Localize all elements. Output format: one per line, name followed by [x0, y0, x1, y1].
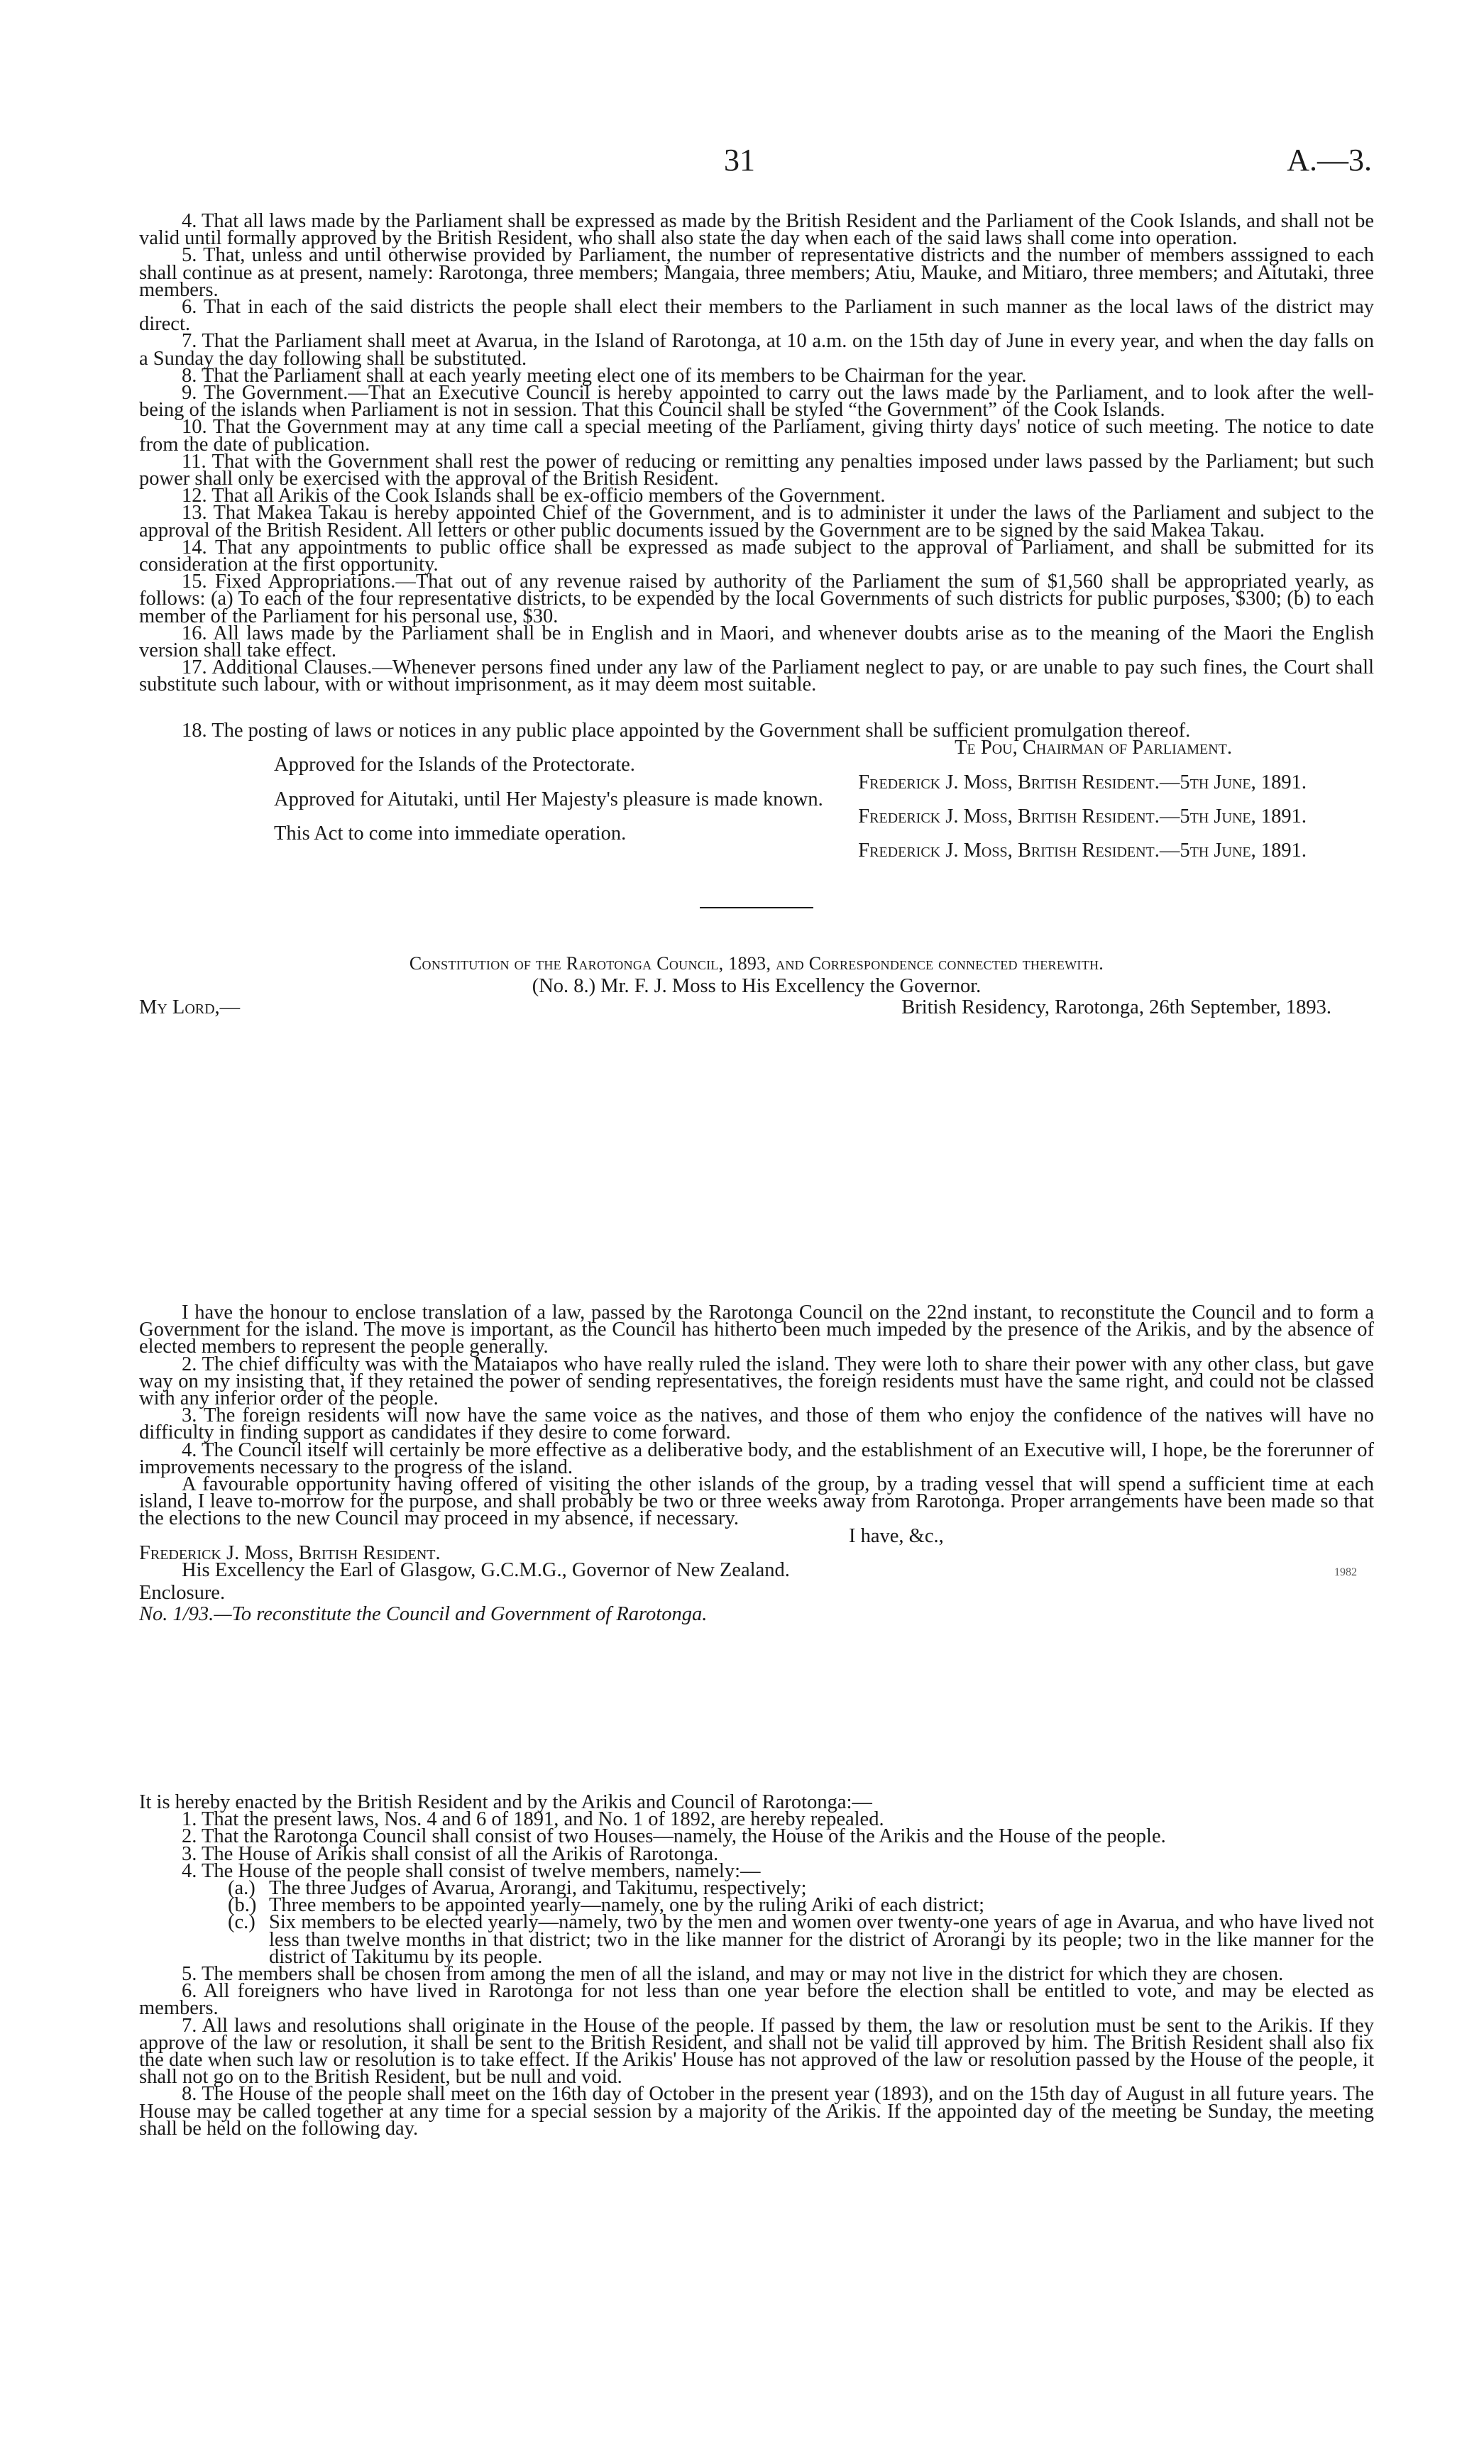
act-paragraph: 13. That Makea Takau is hereby appointed Chief of the Government, and is to administer it under the laws of the Parliament and subject to the approval of the British Resident. All letters or other public documents issued by the Government are to be signed by the said Makea Takau.	[139, 502, 1374, 541]
act-paragraph: 16. All laws made by the Parliament shall be in English and in Maori, and whenever doubts arise as to the meaning of the Maori the English version shall take effect.	[139, 622, 1374, 662]
letter-paragraph: 2. The chief difficulty was with the Mataiapos who have really ruled the island. They were loth to share their power with any other class, but gave way on my insisting that, if they retained the power of sending representatives, the foreign residents must have the same right, and could not be classed with any inferior order of the people.	[139, 1353, 1374, 1410]
document-reference: A.—3.	[1287, 143, 1372, 177]
subclause-text: Three members to be appointed yearly—namely, one by the ruling Ariki of each district;	[269, 1894, 985, 1917]
approval-signature: Frederick J. Moss, British Resident.—5th June, 1891.	[858, 805, 1307, 828]
act-paragraph: 14. That any appointments to public office shall be expressed as made subject to the approval of Parliament, and shall be submitted for its consideration at the first opportunity.	[139, 536, 1374, 576]
act-paragraph: 11. That with the Government shall rest the power of reducing or remitting any penalties imposed under laws passed by the Parliament; but such power shall only be exercised with the approval of the British Resident.	[139, 450, 1374, 490]
act-paragraph: 4. That all laws made by the Parliament shall be expressed as made by the British Resident and the Parliament of the Cook Islands, and shall not be valid until formally approved by the British Resident, who shall also state the day when each of the said laws shall come into operation.	[139, 210, 1374, 250]
act-clause: 1. That the present laws, Nos. 4 and 6 of 1891, and No. 1 of 1892, are hereby repealed.	[182, 1808, 884, 1831]
approval-statement: Approved for the Islands of the Protectorate.	[274, 754, 635, 776]
act-paragraph: 17. Additional Clauses.—Whenever persons fined under any law of the Parliament neglect to pay, or are unable to pay such fines, the Court shall substitute such labour, with or without imprisonment, as it may deem most suitable.	[139, 656, 1374, 696]
letter-closing: I have, &c.,	[849, 1524, 944, 1547]
letter-paragraph: I have the honour to enclose translation of a law, passed by the Rarotonga Council on the 22nd instant, to reconstitute the Council and to form a Government for the island. The move is important, as the Council has hitherto been much impeded by the presence of the Arikis, and by the absence of elected members to represent the people generally.	[139, 1302, 1374, 1358]
section-divider	[700, 907, 813, 908]
act-clause: 3. The House of Arikis shall consist of all the Arikis of Rarotonga.	[182, 1842, 719, 1865]
act-paragraph: 15. Fixed Appropriations.—That out of any revenue raised by authority of the Parliament the sum of $1,560 shall be appropriated yearly, as follows: (a) To each of the four representative districts, to be expended by the local Governments of such districts for public purposes, $300; (b) to each member of the Parliament for his personal use, $30.	[139, 571, 1374, 627]
subclause-text: Six members to be elected yearly—namely, two by the men and women over twenty-one years of age in Avarua, and who have lived not less than twelve months in that district; two in the like manner for the district of Arorangi by its people; two in the like manner for the district of Takitumu by its people.	[269, 1911, 1374, 1968]
approval-signature: Frederick J. Moss, British Resident.—5th June, 1891.	[858, 840, 1307, 862]
letter-heading: (No. 8.) Mr. F. J. Moss to His Excellency the Governor.	[532, 974, 982, 997]
letter-signature: Frederick J. Moss, British Resident.	[139, 1541, 441, 1564]
enactment-clause: It is hereby enacted by the British Resident and by the Arikis and Council of Rarotonga:—	[139, 1791, 872, 1813]
act-clause: 6. All foreigners who have lived in Rarotonga for not less than one year before the election shall be entitled to vote, and may be elected as members.	[139, 1980, 1374, 2020]
letter-paragraph: 4. The Council itself will certainly be more effective as a deliberative body, and the establishment of an Executive will, I hope, be the forerunner of improvements necessary to the progress of the island.	[139, 1439, 1374, 1478]
act-paragraph-18: 18. The posting of laws or notices in any public place appointed by the Government shall be sufficient promulgation thereof.	[182, 720, 1191, 742]
letter-paragraph: A favourable opportunity having offered of visiting the other islands of the group, by a trading vessel that will spend a sufficient time at each island, I leave to-morrow for the purpose, and shall probably be two or three weeks away from Rarotonga. Proper arrangements have been made so that the elections to the new Council may proceed in my absence, if necessary.	[139, 1473, 1374, 1530]
margin-annotation: 1982	[1334, 1566, 1357, 1578]
approval-statement: This Act to come into immediate operation.	[274, 823, 627, 845]
page-number: 31	[724, 143, 755, 177]
section-title: Constitution of the Rarotonga Council, 1893, and Correspondence connected therewith.	[409, 952, 1104, 974]
enclosure-act	[139, 1791, 1374, 2140]
salutation-row	[139, 996, 1374, 1019]
subclause-label: (a.)	[228, 1877, 255, 1900]
act-clause: 2. That the Rarotonga Council shall consist of two Houses—namely, the House of the Arikis and the House of the people.	[182, 1825, 1166, 1848]
salutation: My Lord,—	[139, 996, 241, 1019]
act-clause: 5. The members shall be chosen from among the men of all the island, and may or may not live in the district for which they are chosen.	[182, 1963, 1284, 1986]
subclause-text: The three Judges of Avarua, Arorangi, and Takitumu, respectively;	[269, 1877, 807, 1900]
act-paragraph: 10. That the Government may at any time call a special meeting of the Parliament, giving thirty days' notice of such meeting. The notice to date from the date of publication.	[139, 416, 1374, 456]
act-clause: 4. The House of the people shall consist of twelve members, namely:—	[182, 1859, 761, 1882]
act-clause: 8. The House of the people shall meet on the 16th day of October in the present year (1893), and on the 15th day of August in all future years. The House may be called together at any time for a special session by a majority of the Arikis. If the appointed day of the meeting be Sunday, the meeting shall be held on the following day.	[139, 2083, 1374, 2140]
letter-body	[139, 1304, 1374, 1628]
act-paragraph: 12. That all Arikis of the Cook Islands shall be ex-officio members of the Government.	[182, 485, 886, 507]
act-title: No. 1/93.—To reconstitute the Council and Government of Rarotonga.	[139, 1603, 708, 1626]
subclause-label: (c.)	[228, 1911, 255, 1934]
approval-signature: Frederick J. Moss, British Resident.—5th June, 1891.	[858, 771, 1307, 793]
letter-address: British Residency, Rarotonga, 26th September, 1893.	[901, 996, 1331, 1019]
act-paragraph: 5. That, unless and until otherwise provided by Parliament, the number of representative districts and the number of members asssigned to each shall continue as at present, namely: Rarotonga, three members; Mangaia, three members; Atiu, Mauke, and Mitiaro, three members; and Aitutaki, three members.	[139, 244, 1374, 301]
enclosure-label: Enclosure.	[139, 1582, 226, 1605]
act-paragraph: 8. That the Parliament shall at each yearly meeting elect one of its members to be Chairman for the year.	[182, 364, 1027, 387]
act-paragraph: 9. The Government.—That an Executive Council is hereby appointed to carry out the laws made by the Parliament, and to look after the well-being of the islands when Parliament is not in session. That this Council shall be styled “the Government” of the Cook Islands.	[139, 382, 1374, 422]
act-subclause	[139, 1911, 1374, 1968]
page-header	[0, 142, 1484, 185]
subclause-label: (b.)	[228, 1894, 257, 1917]
letter-paragraph: 3. The foreign residents will now have the same voice as the natives, and those of them who enjoy the confidence of the natives will have no difficulty in finding support as candidates if they desire to come forward.	[139, 1404, 1374, 1444]
signatures-and-letter-heading	[139, 720, 1374, 1019]
letter-addressee: His Excellency the Earl of Glasgow, G.C.M.G., Governor of New Zealand.	[182, 1559, 790, 1582]
act-paragraph: 6. That in each of the said districts the people shall elect their members to the Parliament in such manner as the local laws of the district may direct.	[139, 296, 1374, 336]
chairman-signature: Te Pou, Chairman of Parliament.	[955, 737, 1232, 759]
approval-statement: Approved for Aitutaki, until Her Majesty's pleasure is made known.	[274, 788, 823, 810]
act-continuation	[139, 210, 1374, 696]
act-paragraph: 7. That the Parliament shall meet at Avarua, in the Island of Rarotonga, at 10 a.m. on the 15th day of June in every year, and when the day falls on a Sunday the day following shall be substituted.	[139, 330, 1374, 370]
act-clause: 7. All laws and resolutions shall originate in the House of the people. If passed by them, the law or resolution must be sent to the Arikis. If they approve of the law or resolution, it shall be sent to the British Resident, and shall not be valid till approved by him. The British Resident shall also fix the date when such law or resolution is to take effect. If the Arikis' House has not approved of the law or resolution passed by the House of the people, it shall not go on to the British Resident, but be null and void.	[139, 2014, 1374, 2089]
